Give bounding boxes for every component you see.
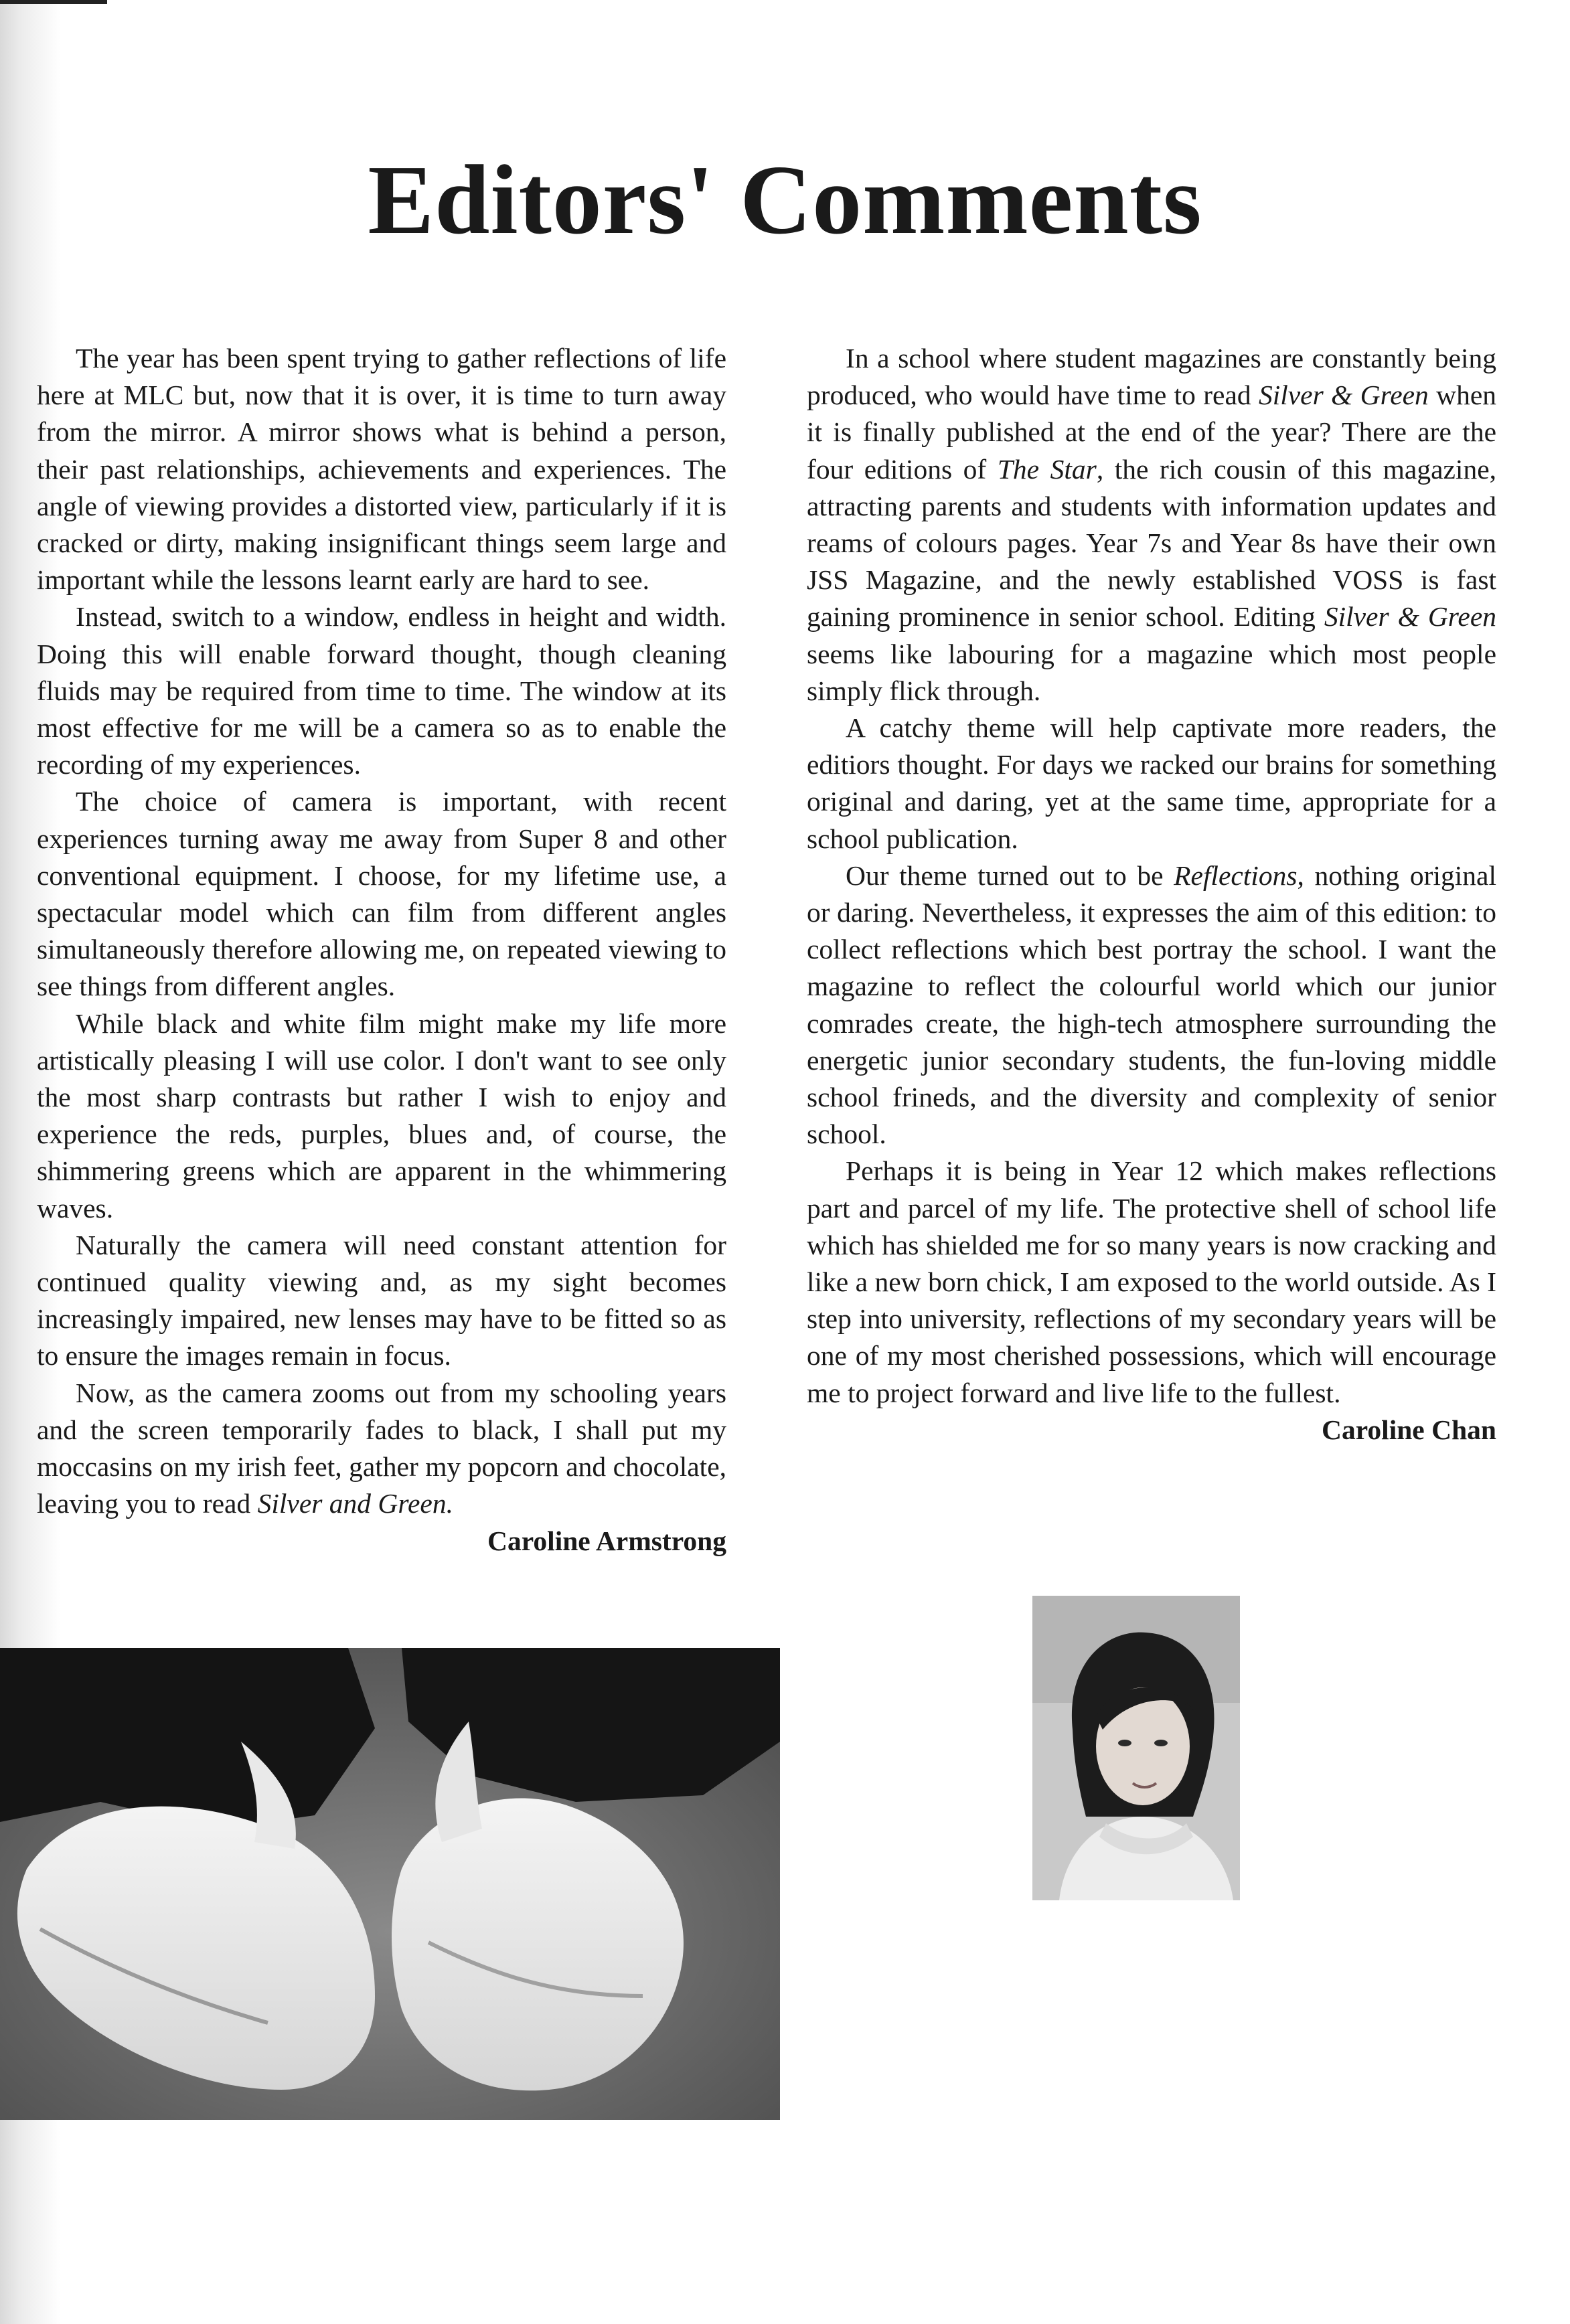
right-paragraph-1 bbox=[807, 340, 1496, 710]
left-paragraph-4: While black and white film might make my life more artistically pleasing I will use color. I don't want to see only the most sharp contrasts but rather I wish to enjoy and experience the reds, purples, blues and, of course, the shimmering greens which are apparent in the whimmering waves. bbox=[37, 1007, 726, 1224]
right-p1-text-g: seems like labouring for a magazine which most people simply flick through. bbox=[807, 638, 1496, 706]
magazine-title-italic: Silver and Green. bbox=[257, 1488, 453, 1519]
right-p1-italic-d: The Star bbox=[997, 453, 1097, 485]
signature-caroline-chan: Caroline Chan bbox=[1322, 1414, 1496, 1445]
right-column-article bbox=[807, 340, 1496, 1448]
right-p1-italic-f: Silver & Green bbox=[1324, 601, 1497, 633]
left-paragraph-1: The year has been spent trying to gather reflections of life here at MLC but, now that it is over, it is time to turn away from the mirror. A mirror shows what is behind a person, their past relationships, achievements and experiences. The angle of viewing provides a distorted view, particularly if it is cracked or dirty, making insignificant things seem large and important while the lessons learnt early are hard to see. bbox=[37, 343, 726, 596]
right-p3-italic-b: Reflections bbox=[1174, 859, 1298, 891]
top-edge-mark bbox=[0, 0, 107, 4]
slipper-feet-illustration bbox=[0, 1648, 780, 2120]
left-paragraph-2: Instead, switch to a window, endless in height and width. Doing this will enable forward thought, though cleaning fluids may be required from time to time. The window at its most effective for me will be a camera so as to enable the recording of my experiences. bbox=[37, 601, 726, 780]
right-p3-text-c: , nothing original or daring. Nevertheless, it expresses the aim of this edition: to collect reflections which best portray the school. I want the magazine to reflect the colourful world which our junior comrades create, the high-tech atmosphere surrounding the energetic junior secondary students, the fun-loving middle school frineds, and the diversity and complexity of senior school. bbox=[807, 859, 1496, 1150]
left-column-article bbox=[37, 340, 726, 1560]
left-paragraph-6 bbox=[37, 1375, 726, 1523]
right-p3-text-a: Our theme turned out to be bbox=[846, 859, 1174, 891]
right-paragraph-4: Perhaps it is being in Year 12 which makes reflections part and parcel of my life. The protective shell of school life which has shielded me for so many years is now cracking and like a new born chick, I am exposed to the world outside. As I step into university, reflections of my secondary years will be one of my most cherished possessions, which will encourage me to project forward and live life to the fullest. bbox=[807, 1155, 1496, 1408]
photo-portrait-caroline-chan bbox=[1032, 1596, 1240, 1900]
right-paragraph-2: A catchy theme will help captivate more readers, the editiors thought. For days we racked our brains for something original and daring, yet at the same time, appropriate for a school publication. bbox=[807, 712, 1496, 854]
right-p1-text-a: In a school where student magazines are constantly being produced, who would have time to read bbox=[807, 343, 1496, 411]
portrait-illustration bbox=[1032, 1596, 1240, 1900]
left-paragraph-5: Naturally the camera will need constant attention for continued quality viewing and, as my sight becomes increasingly impaired, new lenses may have to be fitted so as to ensure the images remain in focus. bbox=[37, 1229, 726, 1372]
signature-caroline-armstrong: Caroline Armstrong bbox=[487, 1525, 726, 1556]
right-p1-text-c: when it is finally published at the end of the year? There are the four editions of bbox=[807, 380, 1497, 485]
page-title: Editors' Comments bbox=[368, 145, 1202, 255]
right-p1-italic-b: Silver & Green bbox=[1258, 380, 1429, 411]
left-paragraph-3: The choice of camera is important, with recent experiences turning away me away from Super 8 and other conventional equipment. I choose, for my lifetime use, a spectacular model which can film from different angles simultaneously therefore allowing me, on repeated viewing to see things from different angles. bbox=[37, 786, 726, 1002]
right-paragraph-3 bbox=[807, 857, 1496, 1153]
left-paragraph-6-text: Now, as the camera zooms out from my schooling years and the screen temporarily fades to black, I shall put my moccasins on my irish feet, gather my popcorn and chocolate, leaving you to read bbox=[37, 1377, 726, 1519]
photo-slipper-feet bbox=[0, 1648, 780, 2120]
right-p1-text-e: , the rich cousin of this magazine, attracting parents and students with information updates and reams of colours pages. Year 7s and Year 8s have their own JSS Magazine, and the newly established VOSS is fast gaining prominence in senior school. Editing bbox=[807, 453, 1497, 633]
